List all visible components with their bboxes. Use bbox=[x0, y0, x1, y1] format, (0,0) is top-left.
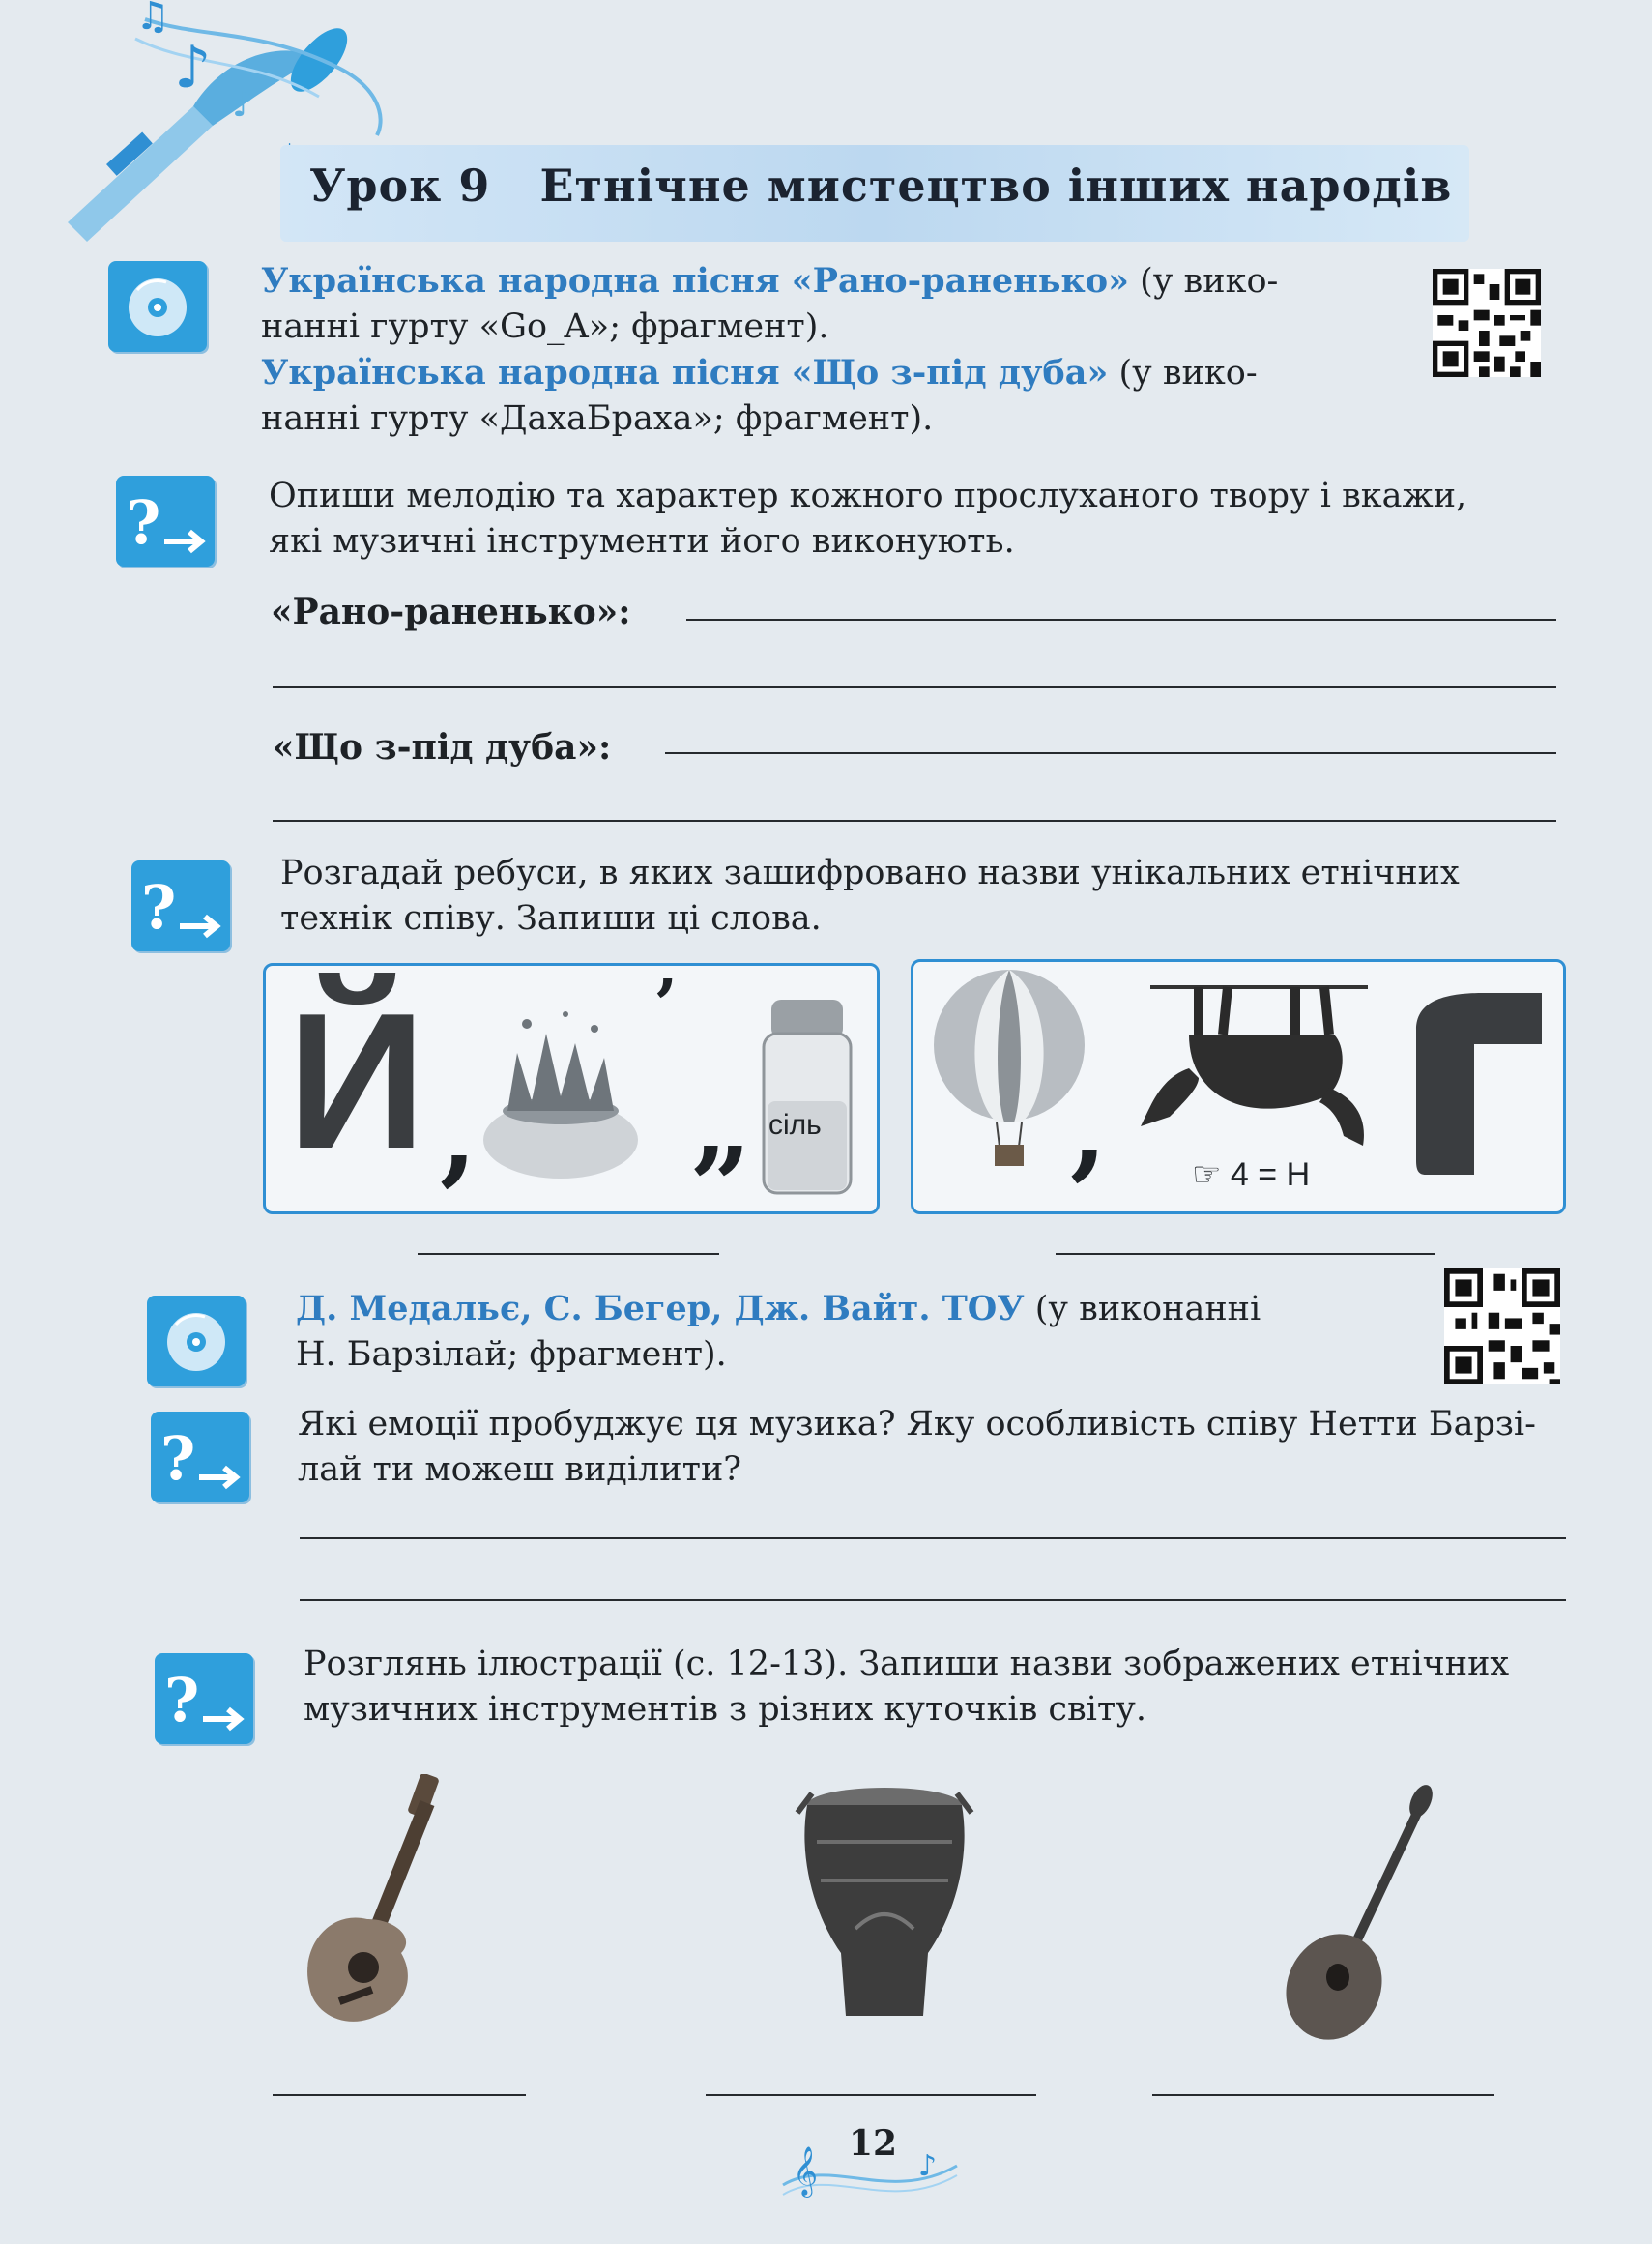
task4-line1: Розглянь ілюстрації (с. 12-13). Запиши назви зображених етнічних bbox=[304, 1645, 1510, 1683]
listen2-rest-b: Н. Барзілай; фрагмент). bbox=[296, 1335, 727, 1374]
task1-line1: Опиши мелодію та характер кожного прослуханого твору і вкажи, bbox=[269, 477, 1467, 515]
song2-rest-b: нанні гурту «ДахаБраха»; фрагмент). bbox=[261, 399, 934, 438]
task1-label2: «Що з-під дуба»: bbox=[273, 727, 612, 768]
task3-line1: Які емоції пробуджує ця музика? Яку особливість співу Нетти Барзі- bbox=[298, 1405, 1536, 1443]
music-disc-icon bbox=[147, 1296, 246, 1386]
qr-code-icon[interactable] bbox=[1444, 1268, 1560, 1384]
question-arrow-icon bbox=[155, 1653, 253, 1744]
task1-line2: які музичні інструменти його виконують. bbox=[269, 522, 1015, 561]
upside-down-horse-icon bbox=[1131, 981, 1382, 1155]
song2-rest-a: (у вико- bbox=[1108, 354, 1258, 393]
water-splash-icon bbox=[478, 995, 643, 1188]
svg-text:♫: ♫ bbox=[135, 0, 170, 39]
guitar-icon bbox=[290, 1774, 464, 2035]
salt-shaker-icon bbox=[754, 995, 860, 1198]
answer-line[interactable] bbox=[665, 752, 1556, 754]
mandolin-icon bbox=[1276, 1784, 1440, 2045]
question-arrow-icon bbox=[151, 1412, 249, 1502]
answer-line[interactable] bbox=[418, 1253, 719, 1255]
svg-text:♪: ♪ bbox=[918, 2149, 938, 2183]
lesson-name: Етнічне мистецтво інших народів bbox=[539, 160, 1453, 212]
svg-text:?: ? bbox=[164, 1665, 200, 1735]
rebus1-letter: Й bbox=[287, 974, 426, 1189]
page-number: 12 bbox=[849, 2123, 898, 2164]
task1-label1: «Рано-раненько»: bbox=[271, 592, 631, 632]
question-arrow-icon bbox=[131, 860, 230, 951]
rebus-2 bbox=[911, 959, 1566, 1214]
svg-text:?: ? bbox=[126, 487, 161, 558]
song1-rest-a: (у вико- bbox=[1129, 262, 1279, 301]
answer-line[interactable] bbox=[300, 1599, 1566, 1601]
task3-line2: лай ти можеш виділити? bbox=[298, 1450, 742, 1489]
svg-text:?: ? bbox=[160, 1423, 196, 1494]
song1-title: Українська народна пісня «Рано-раненько» bbox=[261, 261, 1130, 301]
svg-text:?: ? bbox=[141, 872, 177, 943]
task2-text bbox=[280, 851, 1576, 942]
svg-text:♪: ♪ bbox=[232, 85, 254, 125]
task4-text bbox=[304, 1642, 1589, 1733]
answer-line[interactable] bbox=[1152, 2094, 1494, 2096]
task3-text bbox=[298, 1402, 1583, 1493]
answer-line[interactable] bbox=[273, 686, 1556, 688]
answer-line[interactable] bbox=[273, 820, 1556, 822]
rebus1-comma: , bbox=[440, 1072, 478, 1197]
lesson-title bbox=[309, 160, 1452, 212]
svg-text:♪: ♪ bbox=[174, 34, 212, 102]
rebus2-hint: ☞ 4 = Н bbox=[1192, 1156, 1311, 1193]
lesson-number: Урок 9 bbox=[309, 160, 491, 212]
answer-line[interactable] bbox=[686, 619, 1556, 621]
rebus1-apostrophe: ʼ bbox=[652, 965, 677, 1045]
qr-code-icon[interactable] bbox=[1433, 269, 1541, 377]
drum-icon bbox=[788, 1784, 981, 2025]
letter-r-shape-icon bbox=[1406, 991, 1551, 1184]
task1-text bbox=[269, 474, 1574, 565]
rebus2-comma: , bbox=[1070, 1066, 1108, 1191]
answer-line[interactable] bbox=[300, 1537, 1566, 1539]
listen2-title: Д. Медальє, С. Бегер, Дж. Вайт. ТОУ bbox=[296, 1289, 1025, 1328]
listen2-rest-a: (у виконанні bbox=[1024, 1290, 1261, 1328]
hot-air-balloon-icon bbox=[927, 968, 1091, 1171]
answer-line[interactable] bbox=[1056, 1253, 1435, 1255]
question-arrow-icon bbox=[116, 476, 215, 567]
listen2-text bbox=[296, 1286, 1407, 1378]
song1-rest-b: нанні гурту «Go_A»; фрагмент). bbox=[261, 307, 829, 346]
task2-line2: технік співу. Запиши ці слова. bbox=[280, 899, 822, 938]
listen1-text bbox=[261, 258, 1421, 442]
task2-line1: Розгадай ребуси, в яких зашифровано назви унікальних етнічних bbox=[280, 854, 1460, 892]
rebus-1 bbox=[263, 963, 880, 1214]
answer-line[interactable] bbox=[706, 2094, 1036, 2096]
music-disc-icon bbox=[108, 261, 207, 352]
rebus1-double-comma: „ bbox=[691, 1063, 753, 1187]
rebus1-salt-label: сіль bbox=[768, 1109, 822, 1141]
song2-title: Українська народна пісня «Що з-під дуба» bbox=[261, 353, 1109, 393]
task4-line2: музичних інструментів з різних куточків світу. bbox=[304, 1690, 1146, 1729]
svg-text:𝄞: 𝄞 bbox=[793, 2146, 819, 2196]
answer-line[interactable] bbox=[273, 2094, 526, 2096]
